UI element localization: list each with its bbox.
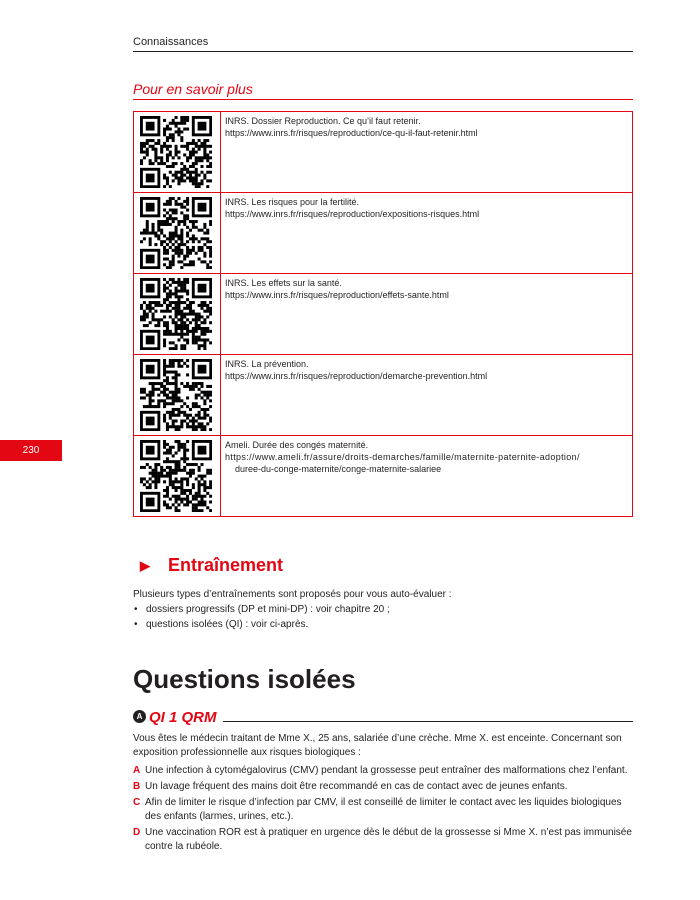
training-intro: Plusieurs types d’entraînements sont proposés pour vous auto-évaluer :	[133, 589, 452, 600]
reference-title: INRS. Dossier Reproduction. Ce qu’il faut retenir.	[225, 116, 421, 126]
qr-code[interactable]	[134, 112, 221, 193]
option-text: Une vaccination ROR est à pratiquer en urgence dès le début de la grossesse si Mme X. n’est pas immunisée contre la rubéole.	[145, 827, 632, 852]
qr-code[interactable]	[134, 436, 221, 517]
qr-code-icon	[140, 440, 212, 512]
qr-code-icon	[140, 197, 212, 269]
reference-text	[221, 355, 633, 436]
qr-code[interactable]	[134, 193, 221, 274]
training-section	[133, 587, 633, 632]
reference-text	[221, 436, 633, 517]
running-header: Connaissances	[133, 36, 633, 52]
qr-code-icon	[140, 359, 212, 431]
question-label: QI 1 QRM	[149, 709, 217, 726]
reference-text	[221, 193, 633, 274]
reference-url[interactable]: https://www.inrs.fr/risques/reproduction/effets-sante.html	[225, 290, 449, 300]
reference-url[interactable]: https://www.inrs.fr/risques/reproduction/demarche-prevention.html	[225, 371, 488, 381]
reference-text	[221, 112, 633, 193]
reference-url[interactable]: https://www.inrs.fr/risques/reproduction/expositions-risques.html	[225, 209, 480, 219]
option-text: Afin de limiter le risque d’infection par CMV, il est conseillé de limiter le contact avec les liquides biologiques des enfants (larmes, urines, etc.).	[145, 797, 622, 822]
training-list	[133, 602, 633, 632]
answer-option[interactable]	[133, 780, 635, 794]
further-reading-title: Pour en savoir plus	[133, 81, 633, 100]
option-letter: B	[133, 781, 141, 792]
heading-rule	[223, 721, 633, 722]
option-letter: C	[133, 797, 141, 808]
reference-title: INRS. La prévention.	[225, 359, 309, 369]
reference-row	[134, 274, 633, 355]
reference-table	[133, 111, 633, 517]
answer-option[interactable]	[133, 826, 635, 854]
question-stem: Vous êtes le médecin traitant de Mme X., 25 ans, salariée d’une crèche. Mme X. est enceinte. Concernant son exposition professionnelle aux risques biologiques :	[133, 733, 622, 758]
reference-row	[134, 436, 633, 517]
answer-option[interactable]	[133, 796, 635, 824]
training-heading	[140, 555, 283, 576]
list-item: • questions isolées (QI) : voir ci-après.	[133, 617, 633, 632]
qr-code-icon	[140, 116, 212, 188]
reference-url[interactable]: https://www.inrs.fr/risques/reproduction/ce-qu-il-faut-retenir.html	[225, 128, 478, 138]
reference-title: INRS. Les effets sur la santé.	[225, 278, 342, 288]
reference-text	[221, 274, 633, 355]
qr-code[interactable]	[134, 274, 221, 355]
reference-title: INRS. Les risques pour la fertilité.	[225, 197, 360, 207]
option-letter: A	[133, 765, 141, 776]
training-title: Entraînement	[168, 555, 284, 575]
triangle-right-icon: ▶	[140, 557, 150, 573]
reference-url[interactable]: https://www.ameli.fr/assure/droits-demarches/famille/maternite-paternite-adoption/	[225, 452, 580, 462]
option-text: Un lavage fréquent des mains doit être recommandé en cas de contact avec de jeunes enfants.	[145, 781, 568, 792]
qr-code-icon	[140, 278, 212, 350]
list-item: • dossiers progressifs (DP et mini-DP) : voir chapitre 20 ;	[133, 602, 633, 617]
reference-url-continued[interactable]: duree-du-conge-maternite/conge-maternite-salariee	[235, 464, 442, 474]
question-heading	[133, 709, 633, 726]
reference-row	[134, 112, 633, 193]
answer-option[interactable]	[133, 764, 635, 778]
option-text: Une infection à cytomégalovirus (CMV) pendant la grossesse peut entraîner des malformations chez l’enfant.	[145, 765, 628, 776]
option-letter: D	[133, 827, 141, 838]
question-body	[133, 732, 635, 856]
page-number: 230	[0, 440, 62, 461]
level-badge: A	[133, 710, 146, 723]
reference-row	[134, 193, 633, 274]
questions-title: Questions isolées	[133, 664, 356, 694]
qr-code[interactable]	[134, 355, 221, 436]
reference-title: Ameli. Durée des congés maternité.	[225, 440, 369, 450]
reference-row	[134, 355, 633, 436]
